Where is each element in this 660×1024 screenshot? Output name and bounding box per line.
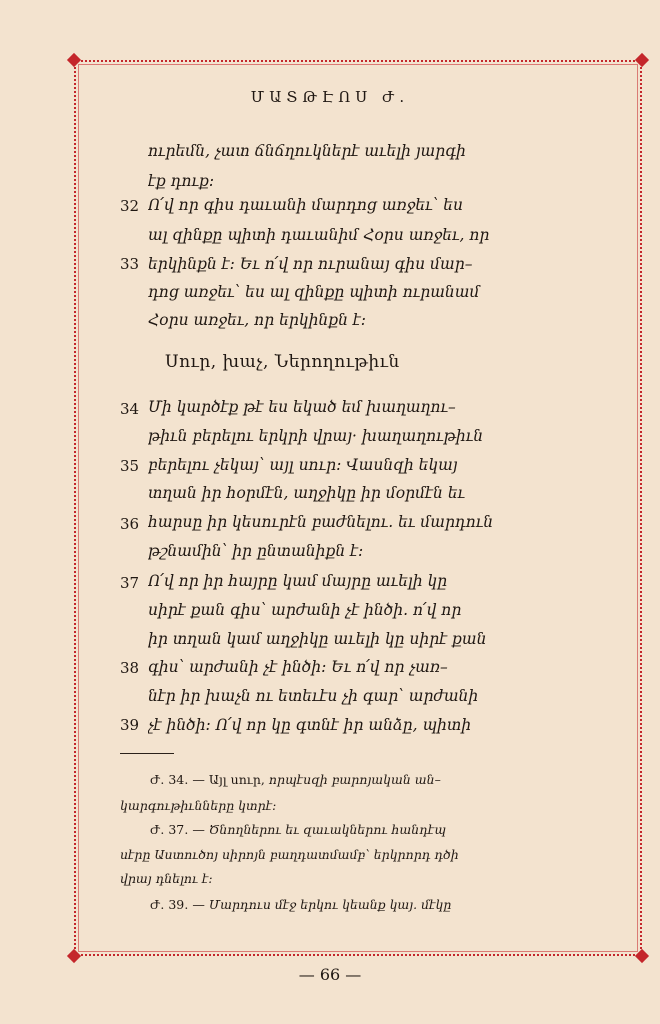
verse-number: 37 xyxy=(120,574,140,592)
footnote-separator xyxy=(120,753,174,754)
text-line: ուրեմն, չատ ճնճղուկներէ աւելի յարգի xyxy=(148,142,466,160)
text-line: սիրէ քան գիս՝ արժանի չէ ինծի. ո՛վ որ xyxy=(148,601,462,619)
verse-number: 34 xyxy=(120,400,140,418)
section-subheading: Սուր, խաչ, Ներողութիւն xyxy=(165,352,400,372)
verse-number: 35 xyxy=(120,457,140,475)
footnote-ref: Ժ․ 39․ — xyxy=(150,897,209,912)
text-line: Ո՛վ որ իր հայրը կամ մայրը աւելի կը xyxy=(148,572,448,590)
text-line: թշնամին՝ իր ընտանիքն է: xyxy=(148,542,364,560)
text-line: ալ զինքը պիտի դաւանիմ Հօրս առջեւ, որ xyxy=(148,226,490,244)
footnote-ref: Ժ․ 37․ — xyxy=(150,822,209,837)
text-line: երկինքն է: Եւ ո՛վ որ ուրանայ գիս մար– xyxy=(148,255,473,273)
footnote-text: Ծնողներու եւ զաւակներու հանդէպ xyxy=(208,822,447,837)
running-header: ՄԱՏԹԷՈՍ Ժ․ xyxy=(250,88,410,106)
text-line: հարսը իր կեսուրէն բաժնելու. եւ մարդուն xyxy=(148,513,494,531)
text-line: Հօրս առջեւ, որ երկինքն է: xyxy=(148,311,367,329)
footnote xyxy=(150,772,590,787)
text-line: չէ ինծի: Ո՛վ որ կը գտնէ իր անձը, պիտի xyxy=(148,716,472,734)
verse-number: 38 xyxy=(120,659,140,677)
verse-number: 32 xyxy=(120,197,140,215)
footnote-ref: Ժ․ 34․ — Այլ սուր, xyxy=(150,772,265,787)
text-line: դոց առջեւ՝ ես ալ զինքը պիտի ուրանամ xyxy=(148,283,480,301)
footnote xyxy=(150,897,590,912)
verse-number: 39 xyxy=(120,716,140,734)
text-line: Ո՛վ որ գիս դաւանի մարդոց առջեւ՝ ես xyxy=(148,196,463,214)
text-line: իր տղան կամ աղջիկը աւելի կը սիրէ քան xyxy=(148,630,487,648)
text-line: բերելու չեկայ՝ այլ սուր: Վասնզի եկայ xyxy=(148,456,458,474)
page-number: — 66 — xyxy=(298,965,362,984)
footnote-text: կարգութիւնները կտրէ: xyxy=(120,798,277,813)
footnote-continuation xyxy=(120,871,590,886)
footnote-text: որպէսզի բարոյական ան– xyxy=(268,772,441,787)
footnote-continuation xyxy=(120,847,590,862)
text-line: տղան իր հօրմէն, աղջիկը իր մօրմէն եւ xyxy=(148,484,466,502)
text-line: գիս՝ արժանի չէ ինծի: Եւ ո՛վ որ չառ– xyxy=(148,658,448,676)
text-line: Մի կարծէք թէ ես եկած եմ խաղաղու– xyxy=(148,398,456,416)
verse-number: 36 xyxy=(120,515,140,533)
footnote-text: վրայ դնելու է: xyxy=(120,871,213,886)
text-line: նէր իր խաչն ու ետեւէս չի գար՝ արժանի xyxy=(148,687,479,705)
footnote-text: սէրը Աստուծոյ սիրոյն բաղդատմամբ՝ երկրորդ դծի xyxy=(120,847,459,862)
verse-number: 33 xyxy=(120,255,140,273)
text-line: էք դուք: xyxy=(148,172,215,190)
footnote xyxy=(150,822,590,837)
footnote-text: Մարդուս մէջ երկու կեանք կայ. մէկը xyxy=(208,897,452,912)
text-line: թիւն բերելու երկրի վրայ· խաղաղութիւն xyxy=(148,427,484,445)
footnote-continuation xyxy=(120,798,590,813)
